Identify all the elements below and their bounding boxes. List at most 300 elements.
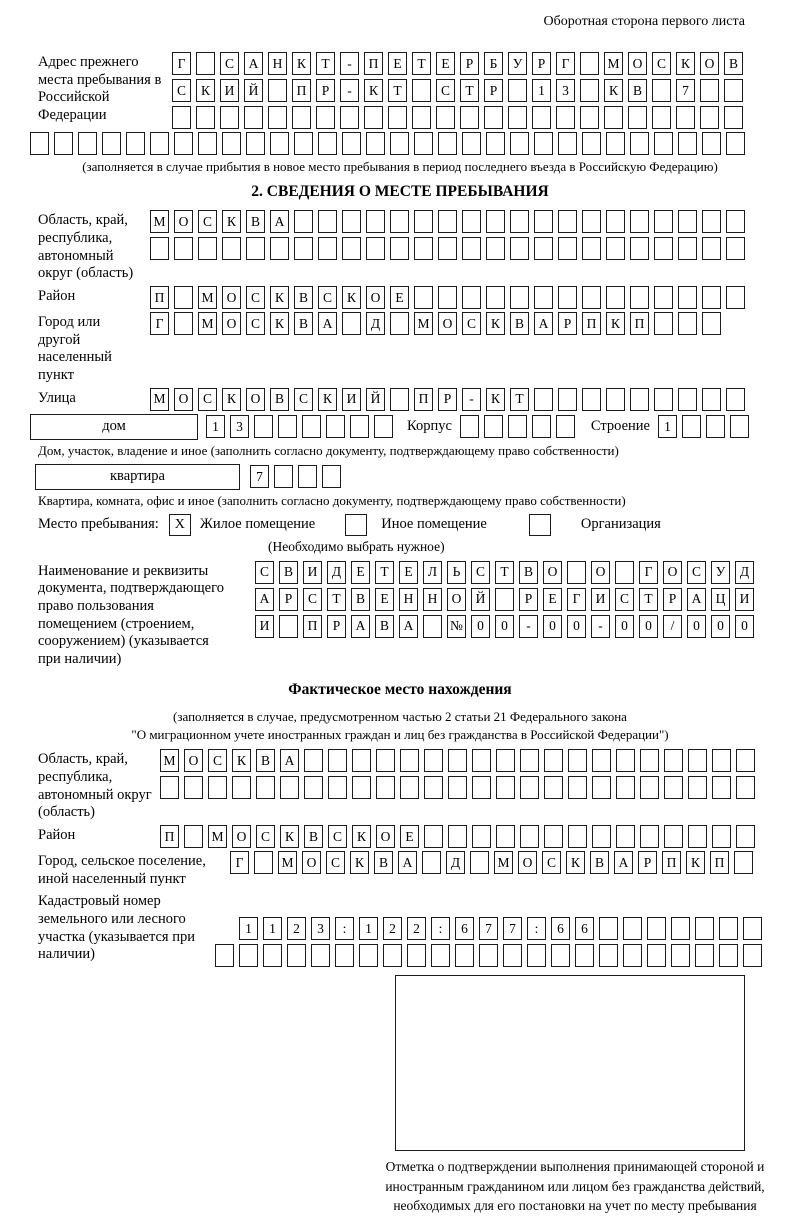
char-cell[interactable]: 6 bbox=[455, 917, 474, 940]
char-cell[interactable]: С bbox=[246, 286, 265, 309]
char-cell[interactable] bbox=[448, 749, 467, 772]
char-cell[interactable] bbox=[678, 132, 697, 155]
char-cell[interactable]: 6 bbox=[551, 917, 570, 940]
char-cell[interactable] bbox=[647, 917, 666, 940]
char-cell[interactable] bbox=[606, 237, 625, 260]
char-cell[interactable] bbox=[279, 615, 298, 638]
char-cell[interactable]: О bbox=[438, 312, 457, 335]
char-cell[interactable]: Н bbox=[423, 588, 442, 611]
char-cell[interactable]: Е bbox=[351, 561, 370, 584]
char-cell[interactable] bbox=[702, 388, 721, 411]
char-cell[interactable]: Р bbox=[460, 52, 479, 75]
char-cell[interactable]: 0 bbox=[543, 615, 562, 638]
char-cell[interactable] bbox=[376, 749, 395, 772]
char-cell[interactable] bbox=[270, 237, 289, 260]
char-cell[interactable] bbox=[160, 776, 179, 799]
char-cell[interactable] bbox=[431, 944, 450, 967]
char-cell[interactable] bbox=[462, 286, 481, 309]
char-cell[interactable]: : bbox=[431, 917, 450, 940]
char-cell[interactable]: Р bbox=[484, 79, 503, 102]
char-cell[interactable] bbox=[390, 237, 409, 260]
char-cell[interactable]: С bbox=[220, 52, 239, 75]
char-cell[interactable]: К bbox=[486, 312, 505, 335]
char-cell[interactable]: Е bbox=[375, 588, 394, 611]
char-cell[interactable] bbox=[424, 825, 443, 848]
char-cell[interactable] bbox=[702, 312, 721, 335]
char-cell[interactable] bbox=[726, 388, 745, 411]
char-cell[interactable]: О bbox=[591, 561, 610, 584]
char-cell[interactable] bbox=[580, 52, 599, 75]
char-cell[interactable] bbox=[508, 106, 527, 129]
char-cell[interactable] bbox=[407, 944, 426, 967]
char-cell[interactable] bbox=[462, 237, 481, 260]
char-cell[interactable]: - bbox=[519, 615, 538, 638]
char-cell[interactable] bbox=[328, 749, 347, 772]
char-cell[interactable] bbox=[460, 415, 479, 438]
char-cell[interactable] bbox=[652, 106, 671, 129]
char-cell[interactable] bbox=[388, 106, 407, 129]
char-cell[interactable]: С bbox=[318, 286, 337, 309]
char-cell[interactable]: Т bbox=[327, 588, 346, 611]
char-cell[interactable] bbox=[682, 415, 701, 438]
char-cell[interactable] bbox=[460, 106, 479, 129]
char-cell[interactable] bbox=[726, 237, 745, 260]
char-cell[interactable]: 3 bbox=[230, 415, 249, 438]
char-cell[interactable]: М bbox=[160, 749, 179, 772]
char-cell[interactable] bbox=[671, 917, 690, 940]
char-cell[interactable]: О bbox=[232, 825, 251, 848]
char-cell[interactable] bbox=[268, 79, 287, 102]
char-cell[interactable]: А bbox=[244, 52, 263, 75]
char-cell[interactable] bbox=[484, 106, 503, 129]
char-cell[interactable] bbox=[508, 79, 527, 102]
char-cell[interactable]: М bbox=[414, 312, 433, 335]
char-cell[interactable]: В bbox=[256, 749, 275, 772]
char-cell[interactable] bbox=[126, 132, 145, 155]
char-cell[interactable] bbox=[54, 132, 73, 155]
char-cell[interactable] bbox=[184, 825, 203, 848]
char-cell[interactable]: Т bbox=[460, 79, 479, 102]
char-cell[interactable] bbox=[606, 286, 625, 309]
char-cell[interactable]: Л bbox=[423, 561, 442, 584]
char-cell[interactable] bbox=[654, 312, 673, 335]
char-cell[interactable] bbox=[448, 776, 467, 799]
char-cell[interactable]: Д bbox=[366, 312, 385, 335]
char-cell[interactable] bbox=[374, 415, 393, 438]
char-cell[interactable] bbox=[318, 210, 337, 233]
char-cell[interactable]: Р bbox=[532, 52, 551, 75]
char-cell[interactable] bbox=[174, 312, 193, 335]
char-cell[interactable] bbox=[472, 749, 491, 772]
char-cell[interactable]: А bbox=[318, 312, 337, 335]
char-cell[interactable]: П bbox=[582, 312, 601, 335]
char-cell[interactable] bbox=[527, 944, 546, 967]
char-cell[interactable]: К bbox=[292, 52, 311, 75]
char-cell[interactable] bbox=[294, 237, 313, 260]
char-cell[interactable] bbox=[423, 615, 442, 638]
char-cell[interactable]: 0 bbox=[471, 615, 490, 638]
char-cell[interactable] bbox=[743, 917, 762, 940]
char-cell[interactable] bbox=[335, 944, 354, 967]
char-cell[interactable]: К bbox=[270, 312, 289, 335]
char-cell[interactable]: 0 bbox=[735, 615, 754, 638]
char-cell[interactable]: 0 bbox=[687, 615, 706, 638]
char-cell[interactable]: С bbox=[542, 851, 561, 874]
char-cell[interactable]: 0 bbox=[639, 615, 658, 638]
char-cell[interactable] bbox=[678, 312, 697, 335]
char-cell[interactable]: У bbox=[711, 561, 730, 584]
char-cell[interactable]: 2 bbox=[383, 917, 402, 940]
char-cell[interactable] bbox=[496, 776, 515, 799]
char-cell[interactable] bbox=[558, 210, 577, 233]
char-cell[interactable] bbox=[630, 388, 649, 411]
char-cell[interactable] bbox=[150, 132, 169, 155]
char-cell[interactable]: С bbox=[255, 561, 274, 584]
char-cell[interactable] bbox=[364, 106, 383, 129]
char-cell[interactable] bbox=[606, 210, 625, 233]
char-cell[interactable]: Ц bbox=[711, 588, 730, 611]
char-cell[interactable] bbox=[479, 944, 498, 967]
char-cell[interactable] bbox=[730, 415, 749, 438]
char-cell[interactable]: С bbox=[198, 388, 217, 411]
char-cell[interactable] bbox=[198, 237, 217, 260]
char-cell[interactable]: М bbox=[604, 52, 623, 75]
char-cell[interactable] bbox=[630, 132, 649, 155]
char-cell[interactable]: 1 bbox=[359, 917, 378, 940]
char-cell[interactable] bbox=[496, 749, 515, 772]
char-cell[interactable] bbox=[366, 132, 385, 155]
char-cell[interactable]: С bbox=[246, 312, 265, 335]
char-cell[interactable] bbox=[256, 776, 275, 799]
char-cell[interactable]: А bbox=[280, 749, 299, 772]
char-cell[interactable]: К bbox=[318, 388, 337, 411]
char-cell[interactable]: К bbox=[222, 388, 241, 411]
char-cell[interactable]: 7 bbox=[503, 917, 522, 940]
char-cell[interactable] bbox=[630, 210, 649, 233]
char-cell[interactable] bbox=[438, 286, 457, 309]
char-cell[interactable] bbox=[712, 749, 731, 772]
char-cell[interactable] bbox=[702, 210, 721, 233]
char-cell[interactable] bbox=[414, 286, 433, 309]
char-cell[interactable]: М bbox=[198, 312, 217, 335]
char-cell[interactable] bbox=[702, 132, 721, 155]
char-cell[interactable]: С bbox=[471, 561, 490, 584]
char-cell[interactable]: Т bbox=[375, 561, 394, 584]
char-cell[interactable] bbox=[472, 776, 491, 799]
char-cell[interactable]: С bbox=[303, 588, 322, 611]
char-cell[interactable]: А bbox=[270, 210, 289, 233]
char-cell[interactable] bbox=[302, 415, 321, 438]
char-cell[interactable] bbox=[495, 588, 514, 611]
char-cell[interactable]: О bbox=[302, 851, 321, 874]
char-cell[interactable] bbox=[664, 749, 683, 772]
char-cell[interactable]: 0 bbox=[615, 615, 634, 638]
char-cell[interactable]: Ь bbox=[447, 561, 466, 584]
char-cell[interactable]: К bbox=[686, 851, 705, 874]
char-cell[interactable] bbox=[280, 776, 299, 799]
char-cell[interactable]: О bbox=[246, 388, 265, 411]
char-cell[interactable]: Г bbox=[172, 52, 191, 75]
char-cell[interactable]: 2 bbox=[407, 917, 426, 940]
char-cell[interactable]: 1 bbox=[532, 79, 551, 102]
char-cell[interactable] bbox=[298, 465, 317, 488]
char-cell[interactable] bbox=[376, 776, 395, 799]
char-cell[interactable] bbox=[342, 132, 361, 155]
char-cell[interactable]: Е bbox=[400, 825, 419, 848]
char-cell[interactable] bbox=[678, 286, 697, 309]
char-cell[interactable] bbox=[558, 237, 577, 260]
char-cell[interactable] bbox=[640, 749, 659, 772]
char-cell[interactable]: 1 bbox=[263, 917, 282, 940]
char-cell[interactable]: / bbox=[663, 615, 682, 638]
char-cell[interactable] bbox=[254, 851, 273, 874]
char-cell[interactable] bbox=[534, 132, 553, 155]
char-cell[interactable] bbox=[390, 210, 409, 233]
char-cell[interactable] bbox=[640, 776, 659, 799]
char-cell[interactable] bbox=[628, 106, 647, 129]
char-cell[interactable] bbox=[484, 415, 503, 438]
char-cell[interactable] bbox=[695, 917, 714, 940]
char-cell[interactable]: 3 bbox=[311, 917, 330, 940]
char-cell[interactable] bbox=[246, 132, 265, 155]
char-cell[interactable]: Й bbox=[366, 388, 385, 411]
char-cell[interactable] bbox=[328, 776, 347, 799]
char-cell[interactable] bbox=[390, 388, 409, 411]
char-cell[interactable]: О bbox=[518, 851, 537, 874]
char-cell[interactable] bbox=[462, 132, 481, 155]
char-cell[interactable] bbox=[486, 210, 505, 233]
char-cell[interactable]: П bbox=[662, 851, 681, 874]
char-cell[interactable]: О bbox=[700, 52, 719, 75]
char-cell[interactable] bbox=[575, 944, 594, 967]
char-cell[interactable]: К bbox=[606, 312, 625, 335]
stay-type-checkbox-other-premises[interactable] bbox=[345, 514, 367, 536]
char-cell[interactable] bbox=[318, 237, 337, 260]
char-cell[interactable] bbox=[724, 79, 743, 102]
char-cell[interactable] bbox=[510, 210, 529, 233]
char-cell[interactable] bbox=[342, 312, 361, 335]
char-cell[interactable] bbox=[534, 388, 553, 411]
char-cell[interactable]: С bbox=[652, 52, 671, 75]
char-cell[interactable]: Р bbox=[519, 588, 538, 611]
char-cell[interactable]: С bbox=[172, 79, 191, 102]
char-cell[interactable] bbox=[102, 132, 121, 155]
char-cell[interactable]: И bbox=[342, 388, 361, 411]
char-cell[interactable] bbox=[678, 237, 697, 260]
char-cell[interactable]: Е bbox=[399, 561, 418, 584]
char-cell[interactable]: К bbox=[342, 286, 361, 309]
char-cell[interactable] bbox=[322, 465, 341, 488]
char-cell[interactable] bbox=[246, 237, 265, 260]
char-cell[interactable] bbox=[568, 749, 587, 772]
char-cell[interactable]: В bbox=[510, 312, 529, 335]
char-cell[interactable] bbox=[424, 749, 443, 772]
char-cell[interactable] bbox=[736, 825, 755, 848]
char-cell[interactable]: П bbox=[160, 825, 179, 848]
char-cell[interactable] bbox=[220, 106, 239, 129]
char-cell[interactable] bbox=[263, 944, 282, 967]
char-cell[interactable] bbox=[558, 286, 577, 309]
char-cell[interactable] bbox=[580, 79, 599, 102]
char-cell[interactable] bbox=[510, 286, 529, 309]
char-cell[interactable]: 1 bbox=[206, 415, 225, 438]
char-cell[interactable]: У bbox=[508, 52, 527, 75]
char-cell[interactable] bbox=[532, 415, 551, 438]
char-cell[interactable]: 6 bbox=[575, 917, 594, 940]
char-cell[interactable]: - bbox=[591, 615, 610, 638]
char-cell[interactable]: К bbox=[280, 825, 299, 848]
char-cell[interactable]: П bbox=[630, 312, 649, 335]
char-cell[interactable]: Е bbox=[390, 286, 409, 309]
char-cell[interactable] bbox=[455, 944, 474, 967]
char-cell[interactable] bbox=[726, 132, 745, 155]
char-cell[interactable] bbox=[556, 106, 575, 129]
char-cell[interactable] bbox=[623, 917, 642, 940]
char-cell[interactable] bbox=[510, 132, 529, 155]
char-cell[interactable]: Д bbox=[735, 561, 754, 584]
char-cell[interactable] bbox=[616, 825, 635, 848]
char-cell[interactable] bbox=[534, 237, 553, 260]
char-cell[interactable]: Г bbox=[567, 588, 586, 611]
char-cell[interactable] bbox=[342, 210, 361, 233]
char-cell[interactable]: Р bbox=[279, 588, 298, 611]
char-cell[interactable]: С bbox=[326, 851, 345, 874]
char-cell[interactable]: В bbox=[724, 52, 743, 75]
char-cell[interactable]: Г bbox=[230, 851, 249, 874]
char-cell[interactable]: И bbox=[303, 561, 322, 584]
char-cell[interactable]: В bbox=[294, 312, 313, 335]
char-cell[interactable] bbox=[366, 210, 385, 233]
char-cell[interactable]: С bbox=[294, 388, 313, 411]
char-cell[interactable]: В bbox=[628, 79, 647, 102]
char-cell[interactable] bbox=[580, 106, 599, 129]
char-cell[interactable] bbox=[326, 415, 345, 438]
char-cell[interactable] bbox=[654, 132, 673, 155]
char-cell[interactable]: - bbox=[340, 52, 359, 75]
char-cell[interactable] bbox=[558, 132, 577, 155]
char-cell[interactable] bbox=[615, 561, 634, 584]
char-cell[interactable] bbox=[534, 286, 553, 309]
char-cell[interactable]: Й bbox=[244, 79, 263, 102]
char-cell[interactable]: П bbox=[364, 52, 383, 75]
char-cell[interactable] bbox=[556, 415, 575, 438]
char-cell[interactable]: И bbox=[220, 79, 239, 102]
char-cell[interactable] bbox=[174, 132, 193, 155]
char-cell[interactable] bbox=[438, 132, 457, 155]
char-cell[interactable]: К bbox=[232, 749, 251, 772]
char-cell[interactable]: О bbox=[663, 561, 682, 584]
char-cell[interactable] bbox=[726, 286, 745, 309]
char-cell[interactable] bbox=[688, 749, 707, 772]
char-cell[interactable]: Е bbox=[543, 588, 562, 611]
char-cell[interactable]: О bbox=[447, 588, 466, 611]
char-cell[interactable] bbox=[582, 132, 601, 155]
stay-type-checkbox-organization[interactable] bbox=[529, 514, 551, 536]
char-cell[interactable]: А bbox=[399, 615, 418, 638]
char-cell[interactable]: Р bbox=[327, 615, 346, 638]
char-cell[interactable] bbox=[438, 210, 457, 233]
char-cell[interactable]: О bbox=[174, 210, 193, 233]
char-cell[interactable]: Р bbox=[638, 851, 657, 874]
char-cell[interactable]: С bbox=[328, 825, 347, 848]
char-cell[interactable] bbox=[254, 415, 273, 438]
char-cell[interactable]: О bbox=[174, 388, 193, 411]
char-cell[interactable] bbox=[350, 415, 369, 438]
char-cell[interactable] bbox=[630, 237, 649, 260]
char-cell[interactable] bbox=[520, 825, 539, 848]
char-cell[interactable] bbox=[702, 286, 721, 309]
char-cell[interactable] bbox=[630, 286, 649, 309]
char-cell[interactable]: 0 bbox=[567, 615, 586, 638]
char-cell[interactable] bbox=[510, 237, 529, 260]
char-cell[interactable]: Д bbox=[327, 561, 346, 584]
char-cell[interactable] bbox=[654, 237, 673, 260]
char-cell[interactable] bbox=[606, 132, 625, 155]
char-cell[interactable]: : bbox=[527, 917, 546, 940]
char-cell[interactable] bbox=[359, 944, 378, 967]
char-cell[interactable] bbox=[414, 210, 433, 233]
char-cell[interactable] bbox=[695, 944, 714, 967]
char-cell[interactable] bbox=[520, 776, 539, 799]
char-cell[interactable] bbox=[390, 132, 409, 155]
char-cell[interactable]: В bbox=[590, 851, 609, 874]
char-cell[interactable] bbox=[318, 132, 337, 155]
char-cell[interactable]: К bbox=[604, 79, 623, 102]
char-cell[interactable] bbox=[311, 944, 330, 967]
char-cell[interactable] bbox=[544, 749, 563, 772]
char-cell[interactable] bbox=[532, 106, 551, 129]
char-cell[interactable]: А bbox=[687, 588, 706, 611]
char-cell[interactable] bbox=[676, 106, 695, 129]
char-cell[interactable] bbox=[150, 237, 169, 260]
char-cell[interactable] bbox=[30, 132, 49, 155]
char-cell[interactable]: № bbox=[447, 615, 466, 638]
char-cell[interactable] bbox=[400, 749, 419, 772]
char-cell[interactable]: О bbox=[222, 312, 241, 335]
char-cell[interactable] bbox=[274, 465, 293, 488]
char-cell[interactable] bbox=[342, 237, 361, 260]
char-cell[interactable] bbox=[582, 286, 601, 309]
char-cell[interactable] bbox=[592, 749, 611, 772]
char-cell[interactable]: М bbox=[150, 210, 169, 233]
char-cell[interactable] bbox=[654, 388, 673, 411]
char-cell[interactable]: Г bbox=[556, 52, 575, 75]
char-cell[interactable] bbox=[654, 210, 673, 233]
char-cell[interactable]: Н bbox=[268, 52, 287, 75]
char-cell[interactable]: Д bbox=[446, 851, 465, 874]
char-cell[interactable] bbox=[412, 106, 431, 129]
char-cell[interactable]: К bbox=[270, 286, 289, 309]
char-cell[interactable] bbox=[196, 106, 215, 129]
char-cell[interactable]: Т bbox=[495, 561, 514, 584]
char-cell[interactable] bbox=[448, 825, 467, 848]
char-cell[interactable]: - bbox=[462, 388, 481, 411]
char-cell[interactable]: А bbox=[614, 851, 633, 874]
char-cell[interactable] bbox=[268, 106, 287, 129]
char-cell[interactable] bbox=[688, 776, 707, 799]
char-cell[interactable]: 7 bbox=[250, 465, 269, 488]
char-cell[interactable] bbox=[215, 944, 234, 967]
char-cell[interactable] bbox=[287, 944, 306, 967]
char-cell[interactable] bbox=[606, 388, 625, 411]
char-cell[interactable] bbox=[544, 776, 563, 799]
char-cell[interactable] bbox=[592, 776, 611, 799]
char-cell[interactable]: Г bbox=[150, 312, 169, 335]
char-cell[interactable] bbox=[616, 749, 635, 772]
char-cell[interactable]: Р bbox=[558, 312, 577, 335]
char-cell[interactable] bbox=[647, 944, 666, 967]
char-cell[interactable] bbox=[198, 132, 217, 155]
